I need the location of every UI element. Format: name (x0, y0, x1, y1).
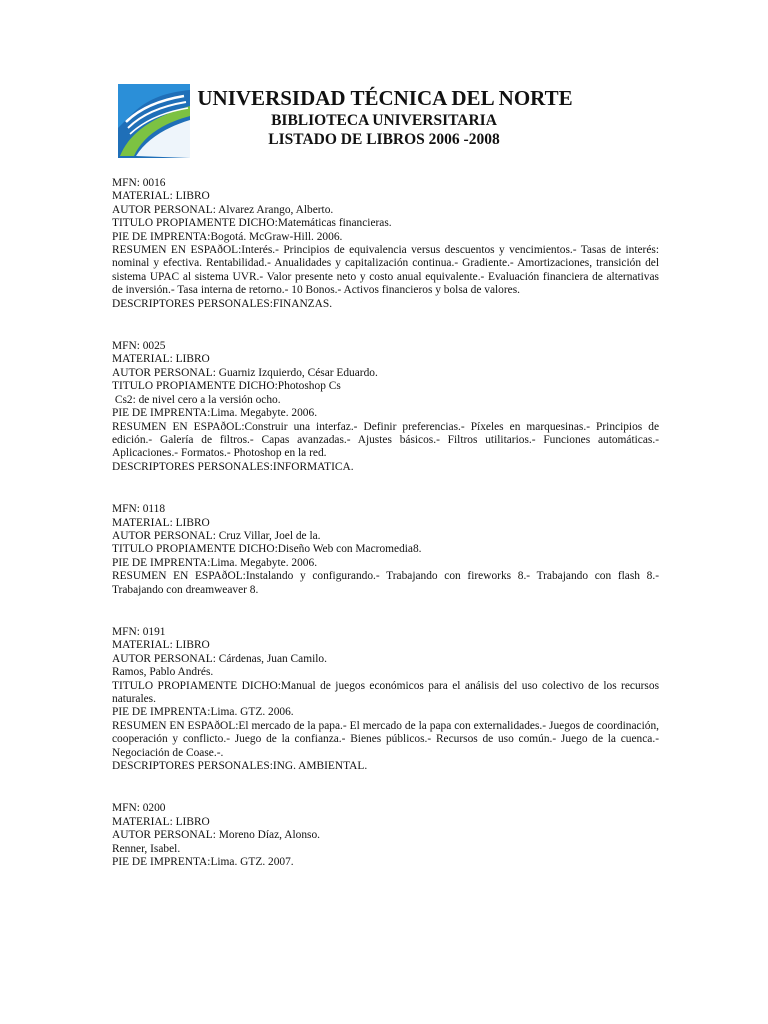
book-record-0025 (112, 340, 659, 474)
imprint-field: PIE DE IMPRENTA:Lima. Megabyte. 2006. (112, 556, 318, 569)
book-record-0118 (112, 503, 659, 597)
library-subtitle: BIBLIOTECA UNIVERSITARIA (271, 112, 497, 129)
descriptors-field: DESCRIPTORES PERSONALES:ING. AMBIENTAL. (112, 760, 368, 773)
summary-field: RESUMEN EN ESPAðOL:Instalando y configurando.- Trabajando con fireworks 8.- Trabajando con flash 8.- Trabajando con dreamweaver 8. (112, 570, 659, 596)
author-field: AUTOR PERSONAL: Moreno Díaz, Alonso. (112, 829, 320, 842)
summary-field: RESUMEN EN ESPAðOL:El mercado de la papa.- El mercado de la papa con externalidades.- Juegos de coordinación, cooperación y conflicto.- Juego de la confianza.- Bienes públicos.- Recursos de uso común.- Juego de la cuenca.- Negociación de Coase.-. (112, 719, 659, 759)
descriptors-field: DESCRIPTORES PERSONALES:FINANZAS. (112, 297, 333, 310)
book-record-0200 (112, 802, 659, 869)
mfn-field: MFN: 0200 (112, 802, 166, 815)
summary-field: RESUMEN EN ESPAðOL:Construir una interfaz.- Definir preferencias.- Píxeles en marquesinas.- Principios de edición.- Galería de filtros.- Capas avanzadas.- Ajustes básicos.- Filtros utilitarios.- Funciones automáticas.- Aplicaciones.- Formatos.- Photoshop en la red. (112, 420, 659, 460)
listing-title: LISTADO DE LIBROS 2006 -2008 (268, 131, 500, 148)
book-record-0016 (112, 177, 659, 311)
title-field: TITULO PROPIAMENTE DICHO:Photoshop Cs (112, 380, 341, 393)
title-field: TITULO PROPIAMENTE DICHO:Matemáticas financieras. (112, 217, 392, 230)
mfn-field: MFN: 0118 (112, 503, 166, 516)
author-field: AUTOR PERSONAL: Guarniz Izquierdo, César Eduardo. (112, 366, 378, 379)
material-field: MATERIAL: LIBRO (112, 815, 210, 828)
book-record-0191 (112, 626, 659, 773)
author-field: AUTOR PERSONAL: Cárdenas, Juan Camilo. (112, 652, 327, 665)
imprint-field: PIE DE IMPRENTA:Lima. GTZ. 2007. (112, 856, 294, 869)
title-continuation: Cs2: de nivel cero a la versión ocho. (112, 393, 281, 406)
mfn-field: MFN: 0025 (112, 340, 166, 353)
book-records (112, 177, 659, 898)
title-field: TITULO PROPIAMENTE DICHO:Diseño Web con Macromedia8. (112, 543, 422, 556)
mfn-field: MFN: 0016 (112, 177, 166, 189)
university-title: UNIVERSIDAD TÉCNICA DEL NORTE (197, 86, 573, 110)
material-field: MATERIAL: LIBRO (112, 516, 210, 529)
author-field: AUTOR PERSONAL: Cruz Villar, Joel de la. (112, 529, 321, 542)
author-field: AUTOR PERSONAL: Alvarez Arango, Alberto. (112, 203, 334, 216)
material-field: MATERIAL: LIBRO (112, 353, 210, 366)
imprint-field: PIE DE IMPRENTA:Bogotá. McGraw-Hill. 2006. (112, 230, 343, 243)
material-field: MATERIAL: LIBRO (112, 190, 210, 203)
descriptors-field: DESCRIPTORES PERSONALES:INFORMATICA. (112, 460, 354, 473)
imprint-field: PIE DE IMPRENTA:Lima. Megabyte. 2006. (112, 407, 318, 420)
mfn-field: MFN: 0191 (112, 625, 166, 638)
coauthor-field: Renner, Isabel. (112, 842, 181, 855)
title-field: TITULO PROPIAMENTE DICHO:Manual de juegos económicos para el análisis del uso colectivo de los recursos naturales. (112, 679, 659, 705)
coauthor-field: Ramos, Pablo Andrés. (112, 666, 214, 679)
summary-field: RESUMEN EN ESPAðOL:Interés.- Principios de equivalencia versus descuentos y vencimientos.- Tasas de interés: nominal y efectiva. Rentabilidad.- Anualidades y capitalización continua.- Gradiente.- Amortizaciones, transición del sistema UPAC al sistema UVR.- Valor presente neto y costo anual equivalente.- Evaluación financiera de alternativas de inversión.- Tasa interna de retorno.- 10 Bonos.- Activos financieros y bolsa de valores. (112, 244, 659, 297)
imprint-field: PIE DE IMPRENTA:Lima. GTZ. 2006. (112, 706, 294, 719)
material-field: MATERIAL: LIBRO (112, 639, 210, 652)
